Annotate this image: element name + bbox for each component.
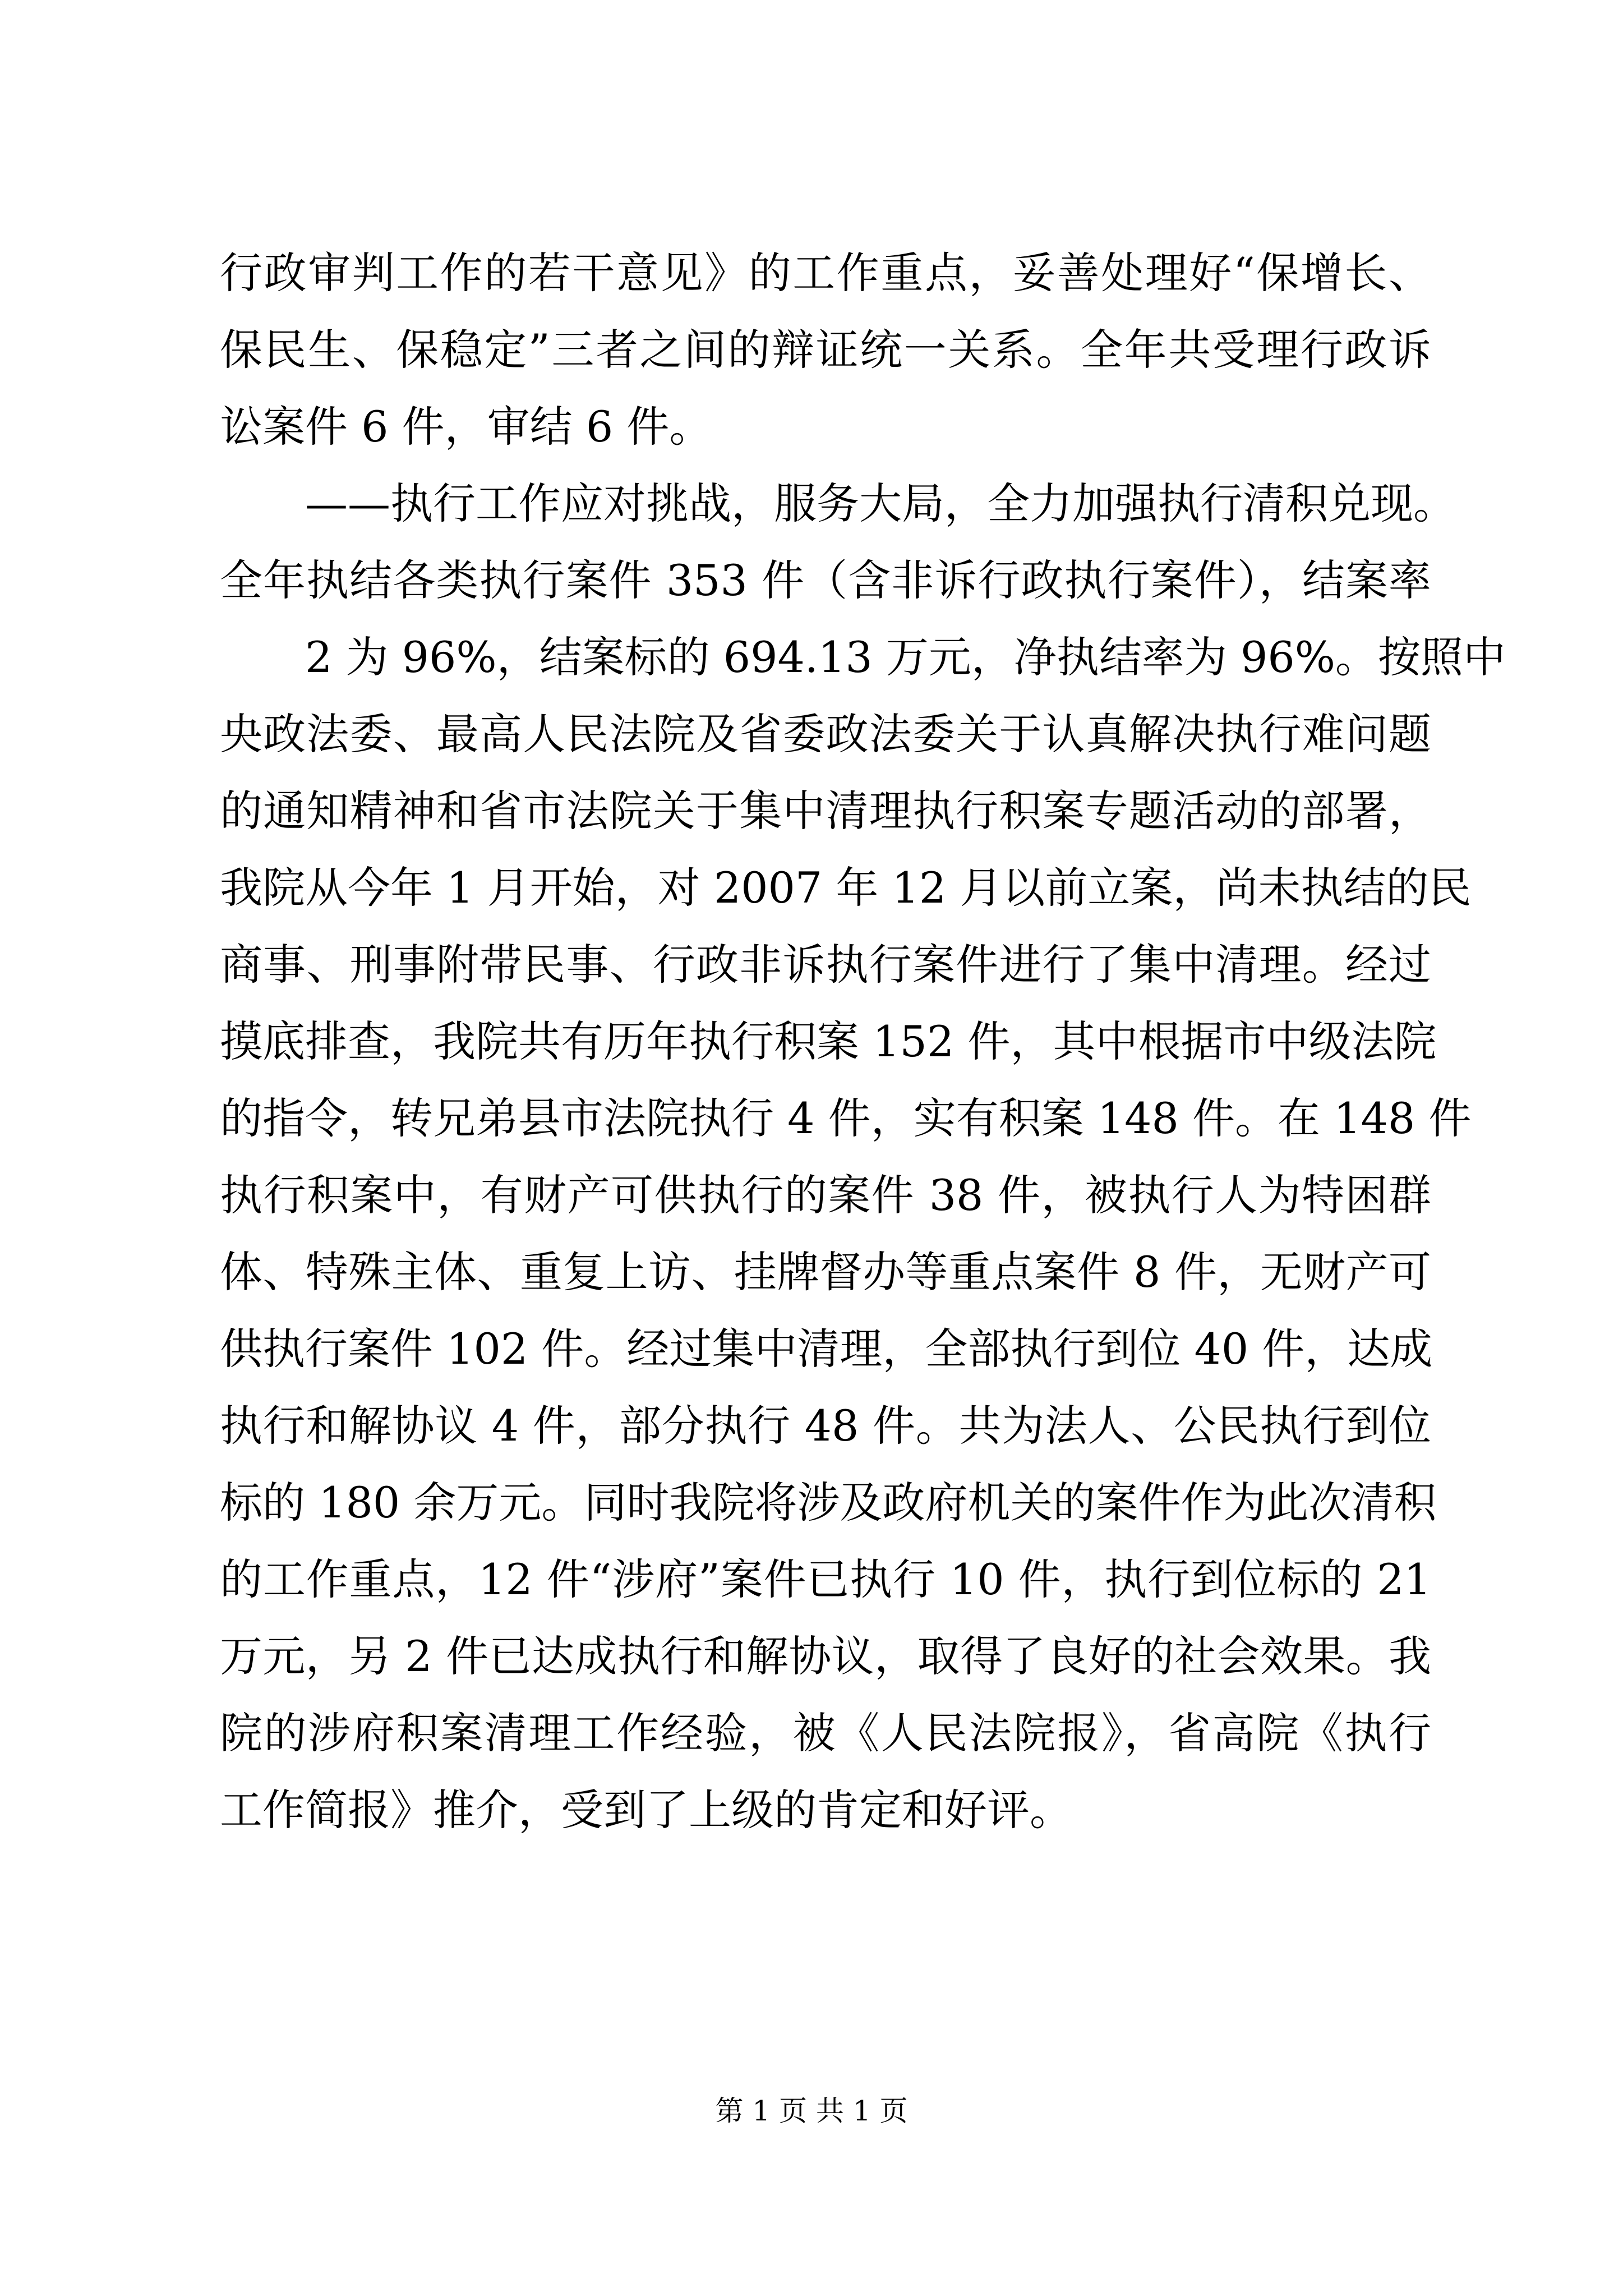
text-line: 的指令，转兄弟县市法院执行 4 件，实有积案 148 件。在 148 件 — [220, 1093, 1472, 1143]
text-line: 工作简报》推介，受到了上级的肯定和好评。 — [220, 1785, 1072, 1835]
text-line: 全年执结各类执行案件 353 件（含非诉行政执行案件），结案率 — [220, 555, 1431, 605]
text-line: 摸底排查，我院共有历年执行积案 152 件，其中根据市中级法院 — [220, 1016, 1437, 1066]
text-line: 执行积案中，有财产可供执行的案件 38 件，被执行人为特困群 — [220, 1170, 1431, 1220]
text-line: 院的涉府积案清理工作经验，被《人民法院报》，省高院《执行 — [220, 1708, 1431, 1758]
text-line: 讼案件 6 件，审结 6 件。 — [220, 402, 712, 452]
text-line: ——执行工作应对挑战，服务大局，全力加强执行清积兑现。 — [305, 478, 1456, 528]
text-line: 执行和解协议 4 件，部分执行 48 件。共为法人、公民执行到位 — [220, 1401, 1431, 1451]
text-line: 商事、刑事附带民事、行政非诉执行案件进行了集中清理。经过 — [220, 940, 1431, 990]
text-line: 标的 180 余万元。同时我院将涉及政府机关的案件作为此次清积 — [220, 1478, 1437, 1527]
document-body — [220, 234, 1506, 1848]
text-line: 体、特殊主体、重复上访、挂牌督办等重点案件 8 件，无财产可 — [220, 1247, 1431, 1297]
page-footer: 第 1 页 共 1 页 — [715, 2095, 908, 2127]
text-line: 我院从今年 1 月开始，对 2007 年 12 月以前立案，尚未执结的民 — [220, 863, 1472, 913]
text-line: 万元，另 2 件已达成执行和解协议，取得了良好的社会效果。我 — [220, 1631, 1431, 1681]
text-line: 央政法委、最高人民法院及省委政法委关于认真解决执行难问题 — [220, 709, 1431, 759]
text-line: 供执行案件 102 件。经过集中清理，全部执行到位 40 件，达成 — [220, 1324, 1433, 1374]
text-line: 行政审判工作的若干意见》的工作重点，妥善处理好“保增长、 — [220, 248, 1431, 298]
text-line: 的通知精神和省市法院关于集中清理执行积案专题活动的部署， — [220, 786, 1431, 836]
text-line: 保民生、保稳定”三者之间的辩证统一关系。全年共受理行政诉 — [220, 325, 1431, 375]
text-line: 2 为 96%，结案标的 694.13 万元，净执结率为 96%。按照中 — [305, 632, 1506, 682]
text-line: 的工作重点，12 件“涉府”案件已执行 10 件，执行到位标的 21 — [220, 1554, 1431, 1604]
